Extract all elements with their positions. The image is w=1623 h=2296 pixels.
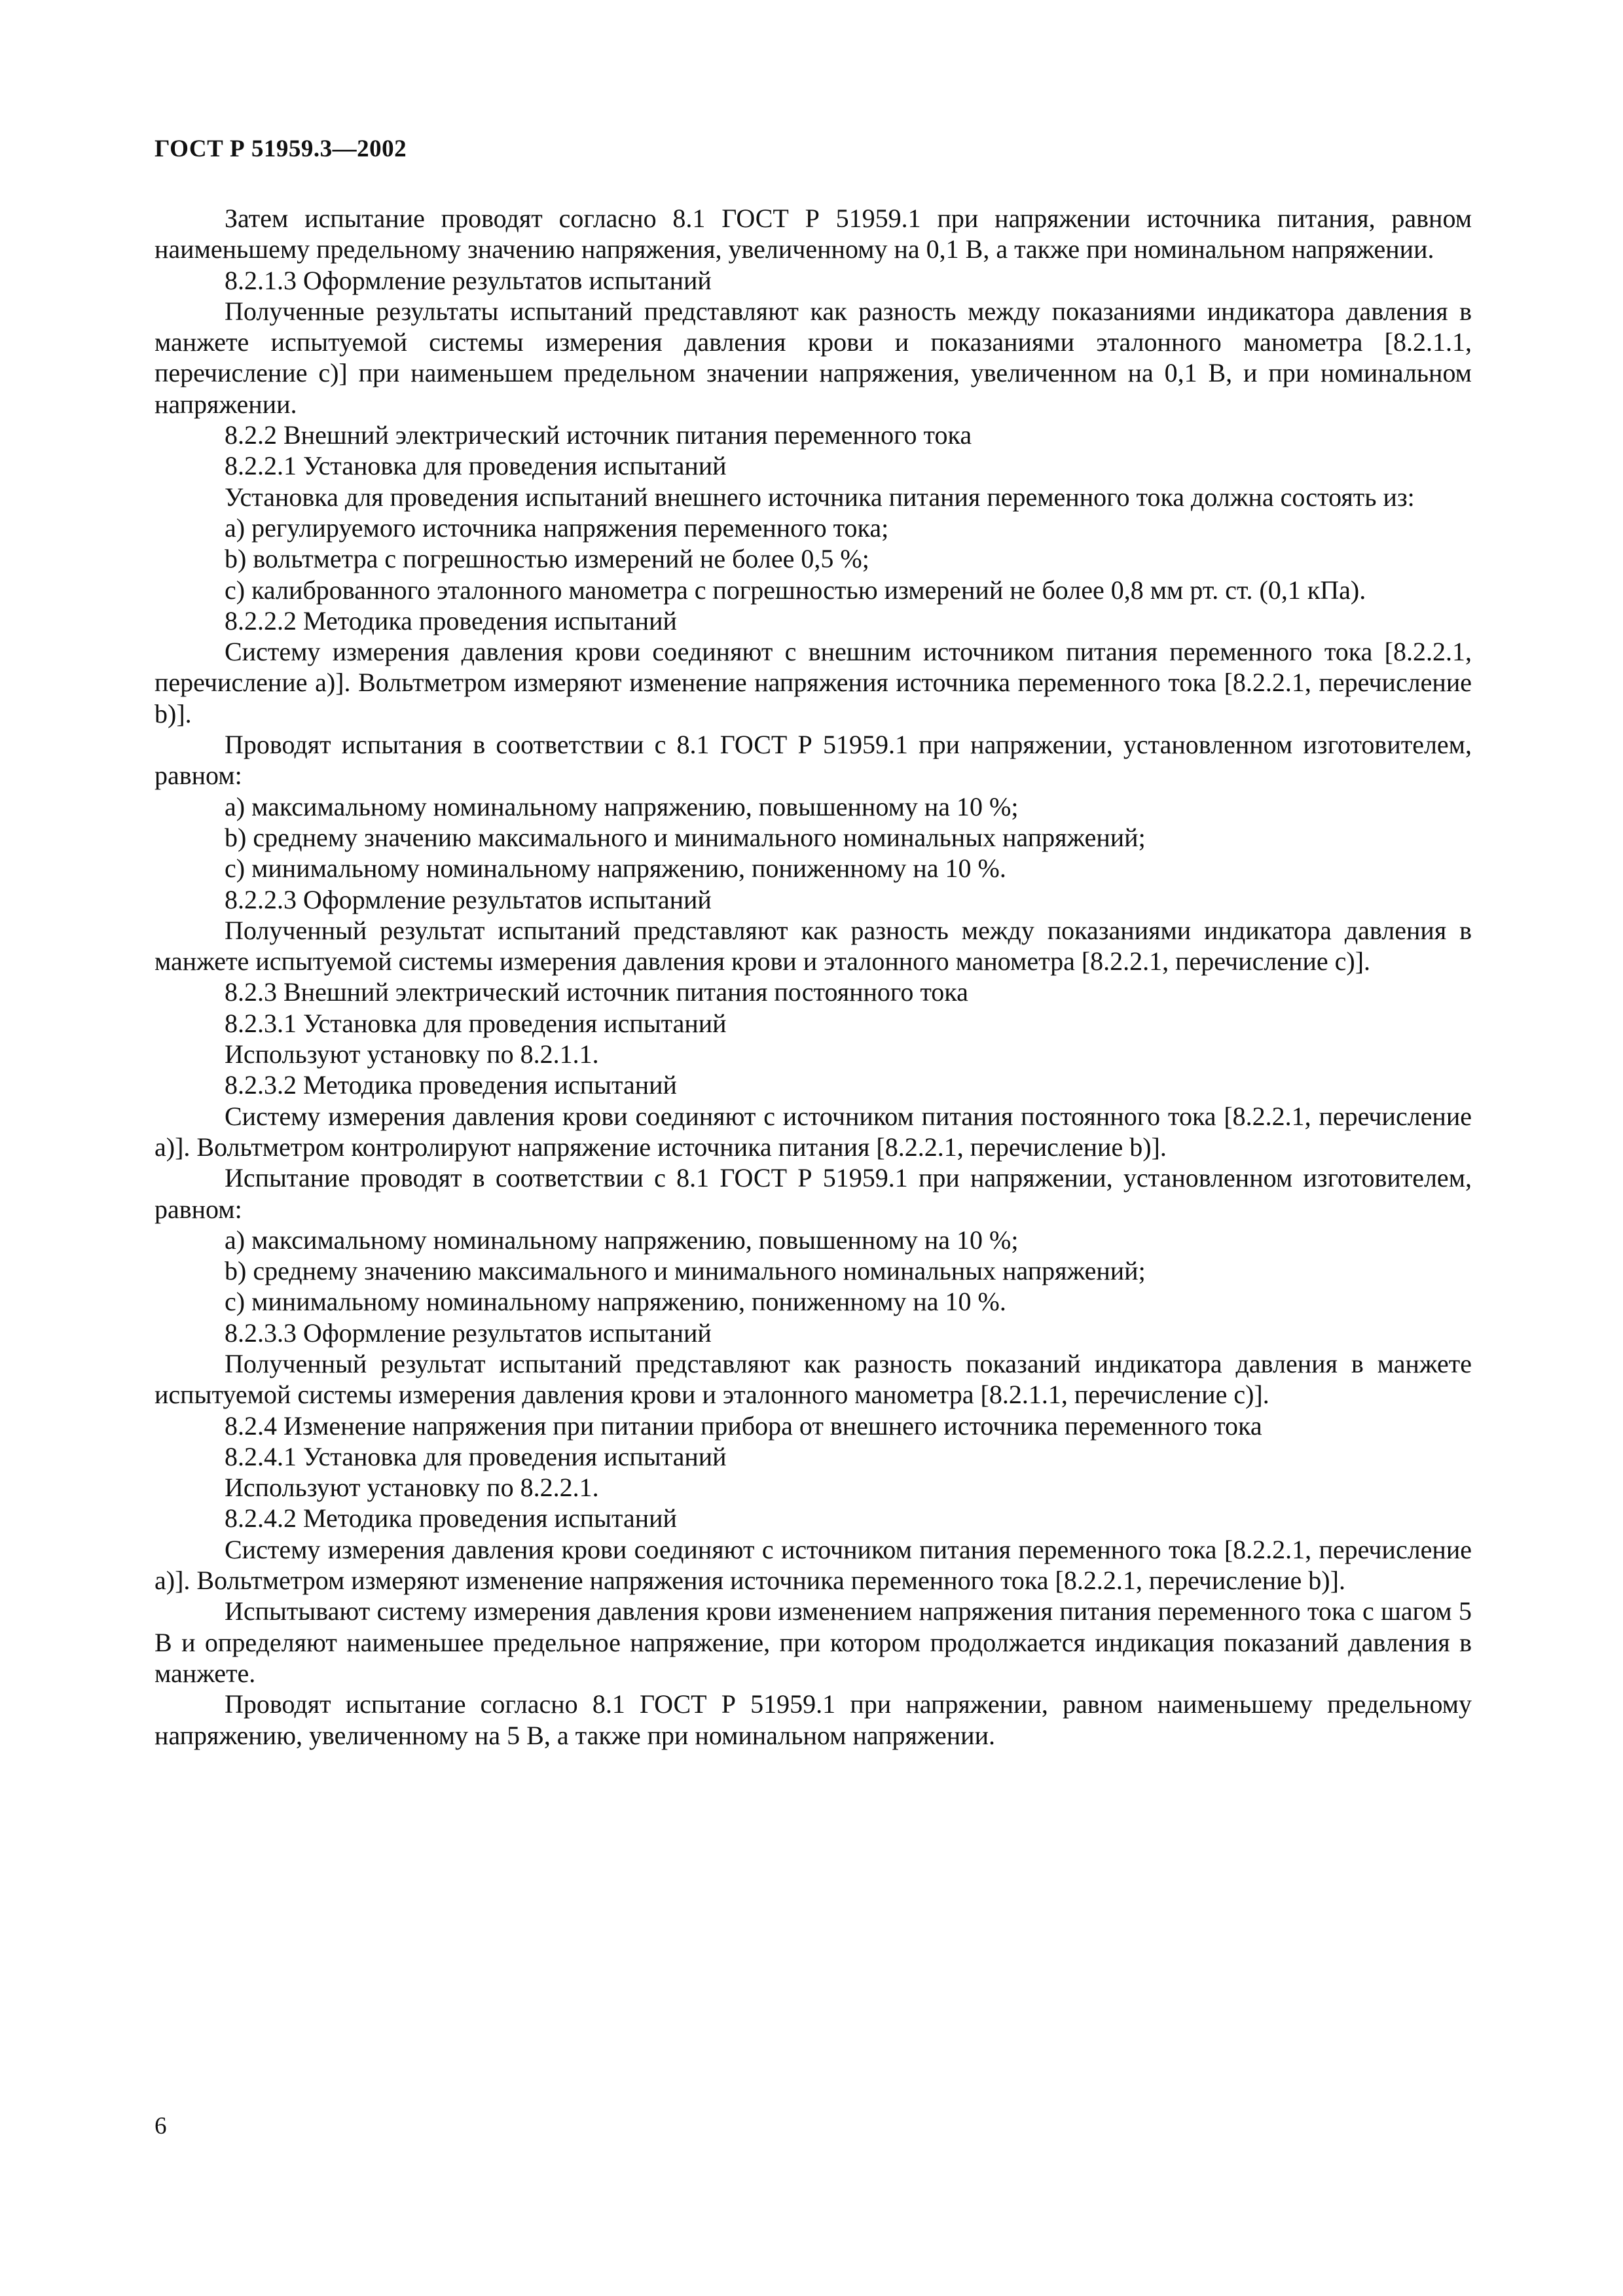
paragraph: b) вольтметра с погрешностью измерений не более 0,5 %; [225, 544, 869, 574]
paragraph: Используют установку по 8.2.2.1. [225, 1473, 599, 1503]
paragraph: Полученный результат испытаний представляют как разность между показаниями индикатора давления в манжете испытуемой системы измерения давления крови и эталонного манометра [8.2.2.1, перечисление с)]. [155, 915, 1472, 977]
paragraph: 8.2.4 Изменение напряжения при питании прибора от внешнего источника переменного тока [225, 1410, 1262, 1441]
paragraph: Полученные результаты испытаний представляют как разность между показаниями индикатора давления в манжете испытуемой системы измерения давления крови и показаниями эталонного манометра [8.2.1.1, перечисление с)] при наименьшем предельном значении напряжения, увеличенном на 0,1 В, и при номинальном напряжении. [155, 296, 1472, 419]
paragraph: Систему измерения давления крови соединяют с внешним источником питания переменного тока [8.2.2.1, перечисление а)]. Вольтметром измеряют изменение напряжения источника переменного тока [8.2.2.1, перечисление b)]. [155, 637, 1472, 728]
paragraph: Затем испытание проводят согласно 8.1 ГОСТ Р 51959.1 при напряжении источника питания, равном наименьшему предельному значению напряжения, увеличенному на 0,1 В, а также при номинальном напряжении. [155, 204, 1472, 264]
paragraph: 8.2.2.2 Методика проведения испытаний [225, 605, 677, 636]
paragraph: c) минимальному номинальному напряжению, пониженному на 10 %. [225, 1287, 1006, 1317]
document-body [155, 203, 1472, 1751]
paragraph: 8.2.2 Внешний электрический источник питания переменного тока [225, 420, 972, 450]
paragraph: a) максимальному номинальному напряжению, повышенному на 10 %; [225, 791, 1019, 821]
paragraph: Испытывают систему измерения давления крови изменением напряжения питания переменного тока с шагом 5 В и определяют наименьшее предельное напряжение, при котором продолжается индикация показаний давления в манжете. [155, 1596, 1472, 1688]
paragraph: 8.2.4.1 Установка для проведения испытаний [225, 1441, 727, 1471]
paragraph: 8.2.1.3 Оформление результатов испытаний [225, 265, 712, 295]
paragraph: Используют установку по 8.2.1.1. [225, 1039, 599, 1069]
paragraph: b) среднему значению максимального и минимального номинальных напряжений; [225, 822, 1146, 852]
paragraph: Систему измерения давления крови соединяют с источником питания переменного тока [8.2.2.1, перечисление а)]. Вольтметром измеряют изменение напряжения источника переменного тока [8.2.2.1, перечисление b)]. [155, 1534, 1472, 1596]
paragraph: 8.2.3 Внешний электрический источник питания постоянного тока [225, 977, 968, 1007]
document-header: ГОСТ Р 51959.3—2002 [155, 135, 407, 162]
paragraph: Проводят испытания в соответствии с 8.1 ГОСТ Р 51959.1 при напряжении, установленном изготовителем, равном: [155, 730, 1472, 791]
paragraph: Систему измерения давления крови соединяют с источником питания постоянного тока [8.2.2.1, перечисление а)]. Вольтметром контролируют напряжение источника питания [8.2.2.1, перечисление b)]. [155, 1101, 1472, 1162]
paragraph: 8.2.3.2 Методика проведения испытаний [225, 1070, 677, 1100]
paragraph: 8.2.2.1 Установка для проведения испытаний [225, 451, 727, 481]
paragraph: c) калиброванного эталонного манометра с погрешностью измерений не более 0,8 мм рт. ст. (0,1 кПа). [225, 575, 1366, 605]
paragraph: c) минимальному номинальному напряжению, пониженному на 10 %. [225, 853, 1006, 884]
paragraph: a) регулируемого источника напряжения переменного тока; [225, 512, 889, 543]
paragraph: Полученный результат испытаний представляют как разность показаний индикатора давления в манжете испытуемой системы измерения давления крови и эталонного манометра [8.2.1.1, перечисление с)]. [155, 1348, 1472, 1410]
paragraph: Установка для проведения испытаний внешнего источника питания переменного тока должна состоять из: [225, 482, 1415, 512]
paragraph: 8.2.2.3 Оформление результатов испытаний [225, 884, 712, 914]
paragraph: 8.2.3.3 Оформление результатов испытаний [225, 1318, 712, 1348]
paragraph: Проводят испытание согласно 8.1 ГОСТ Р 51959.1 при напряжении, равном наименьшему предельному напряжению, увеличенному на 5 В, а также при номинальном напряжении. [155, 1689, 1472, 1750]
paragraph: 8.2.4.2 Методика проведения испытаний [225, 1503, 677, 1534]
paragraph: b) среднему значению максимального и минимального номинальных напряжений; [225, 1256, 1146, 1286]
page-number: 6 [155, 2113, 167, 2140]
paragraph: 8.2.3.1 Установка для проведения испытаний [225, 1008, 727, 1038]
paragraph: Испытание проводят в соответствии с 8.1 ГОСТ Р 51959.1 при напряжении, установленном изготовителем, равном: [155, 1163, 1472, 1224]
paragraph: a) максимальному номинальному напряжению, повышенному на 10 %; [225, 1225, 1019, 1255]
